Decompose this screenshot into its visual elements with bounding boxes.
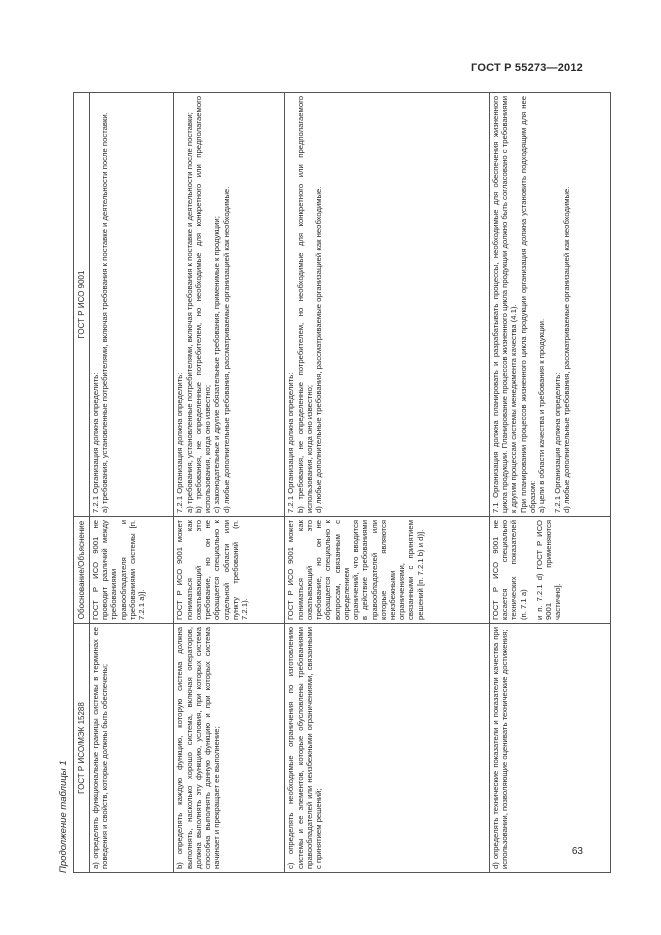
cell-text-line: ГОСТ Р ИСО 9001 не проводит различий между требованиями правообладателя и требованиями системы [п. 7.2.1 a)].: [91, 520, 147, 620]
cell-text-line: и п. 7.2.1 d) ГОСТ Р ИСО 9001 применяются частично].: [534, 520, 563, 620]
header-gost-15288: ГОСТ Р ИСО/МЭК 15288: [74, 624, 90, 873]
cell-text-line: [546, 96, 553, 513]
page-number: 63: [571, 846, 583, 857]
cell-gost-15288: [90, 624, 174, 873]
cell-text-line: 7.2.1 Организация должна определить:: [553, 372, 563, 513]
table-header-row: [74, 93, 90, 873]
cell-text-line: ГОСТ Р ИСО 9001 может пониматься как охватывающий это требование, но он не обращается специально к отдельной области или пункту требований (п. 7.2.1).: [175, 520, 249, 620]
cell-text-line: d) любые дополнительные требования, рассматриваемые организацией как необходимые.: [221, 186, 231, 513]
cell-text-line: d) любые дополнительные требования, рассматриваемые организацией как необходимые.: [562, 186, 572, 513]
cell-text-line: c) законодательные и другие обязательные требования, применимые к продукции;: [212, 216, 222, 513]
table-continuation-label: Продолжение таблицы 1: [58, 760, 69, 873]
cell-text-line: ГОСТ Р ИСО 9001 может пониматься как охватывающий это требование, но он не обращается специально к вопросам, связанным с определением ограничений, что вводится в действие требованиями правообладателей или которые являются неизбежными ограничениями, связанными с принятием решений [п. 7.2.1 b) и d)].: [286, 520, 425, 620]
cell-text-line: a) цели в области качества и требования к продукции.: [537, 318, 546, 513]
cell-text-line: 7.2.1 Организация должна определить:: [175, 372, 185, 513]
cell-rationale: [489, 517, 610, 624]
cell-text-line: b) определять каждую функцию, которую система должна выполнять, насколько хорошо система, включая операторов, должна выполнять эту функцию, условия, при которых система способна выполнять данную функцию и при которых система начинает и прекращает ее выполнение;: [175, 627, 222, 869]
cell-text-line: 7.2.1 Организация должна определить:: [91, 372, 100, 513]
comparison-table: [73, 92, 611, 873]
rotated-table-area: [58, 93, 611, 873]
cell-text-line: c) определять необходимые ограничения по изготовлению системы и ее элементов, которые обусловлены требованиями правообладателей или неизбежными ограничениями, связанными с принятием решений;: [286, 627, 324, 869]
cell-text-line: [528, 520, 535, 620]
cell-gost-9001: [285, 93, 489, 517]
cell-text-line: b) требования, не определенные потребителем, но необходимые для конкретного или предполагаемого использования, когда оно известно;: [193, 96, 213, 513]
document-code: ГОСТ Р 55273—2012: [471, 62, 583, 74]
cell-rationale: [90, 517, 174, 624]
cell-rationale: [285, 517, 489, 624]
cell-text-line: d) любые дополнительные требования, рассматриваемые организацией как необходимые.: [314, 186, 324, 513]
cell-text-line: a) требования, установленные потребителями, включая требования к поставке и деятельности после поставки.: [100, 112, 110, 513]
cell-text-line: a) определять функциональные границы системы в терминах ее поведения и свойств, которые должны быть обеспечены;: [91, 627, 110, 869]
cell-text-line: d) определять технические показатели и показатели качества при использовании, позволяющие оценивать технические достижения;: [490, 627, 510, 869]
table-row: [489, 93, 610, 873]
cell-text-line: При планировании процессов жизненного цикла продукции организация должна установить подходящим для нее образом:: [518, 96, 537, 513]
cell-rationale: [174, 517, 285, 624]
cell-gost-9001: [174, 93, 285, 517]
cell-gost-9001: [489, 93, 610, 517]
cell-text-line: ГОСТ Р ИСО 9001 не касается специально технических показателей (п. 7.1 a): [490, 520, 528, 620]
header-rationale: Обоснование/Объяснение: [74, 517, 90, 624]
cell-text-line: a) требования, установленные потребителями, включая требования к поставке и деятельности после поставки;: [184, 112, 194, 513]
table-row: [285, 93, 489, 873]
cell-text-line: 7.2.1 Организация должна определить:: [286, 372, 296, 513]
cell-gost-15288: [174, 624, 285, 873]
header-gost-9001: ГОСТ Р ИСО 9001: [74, 93, 90, 517]
table-row: [90, 93, 174, 873]
table-row: [174, 93, 285, 873]
cell-text-line: b) требования, не определенные потребителем, но необходимые для конкретного или предполагаемого использования, когда оно известно;: [295, 96, 314, 513]
cell-gost-9001: [90, 93, 174, 517]
cell-gost-15288: [285, 624, 489, 873]
cell-text-line: 7.1 Организация должна планировать и разрабатывать процессы, необходимые для обеспечения жизненного цикла продукции. Планирование процессов жизненного цикла продукции должно быть согласовано с требованиями к другим процессам системы менеджмента качества (4.1).: [490, 96, 519, 513]
cell-gost-15288: [489, 624, 610, 873]
